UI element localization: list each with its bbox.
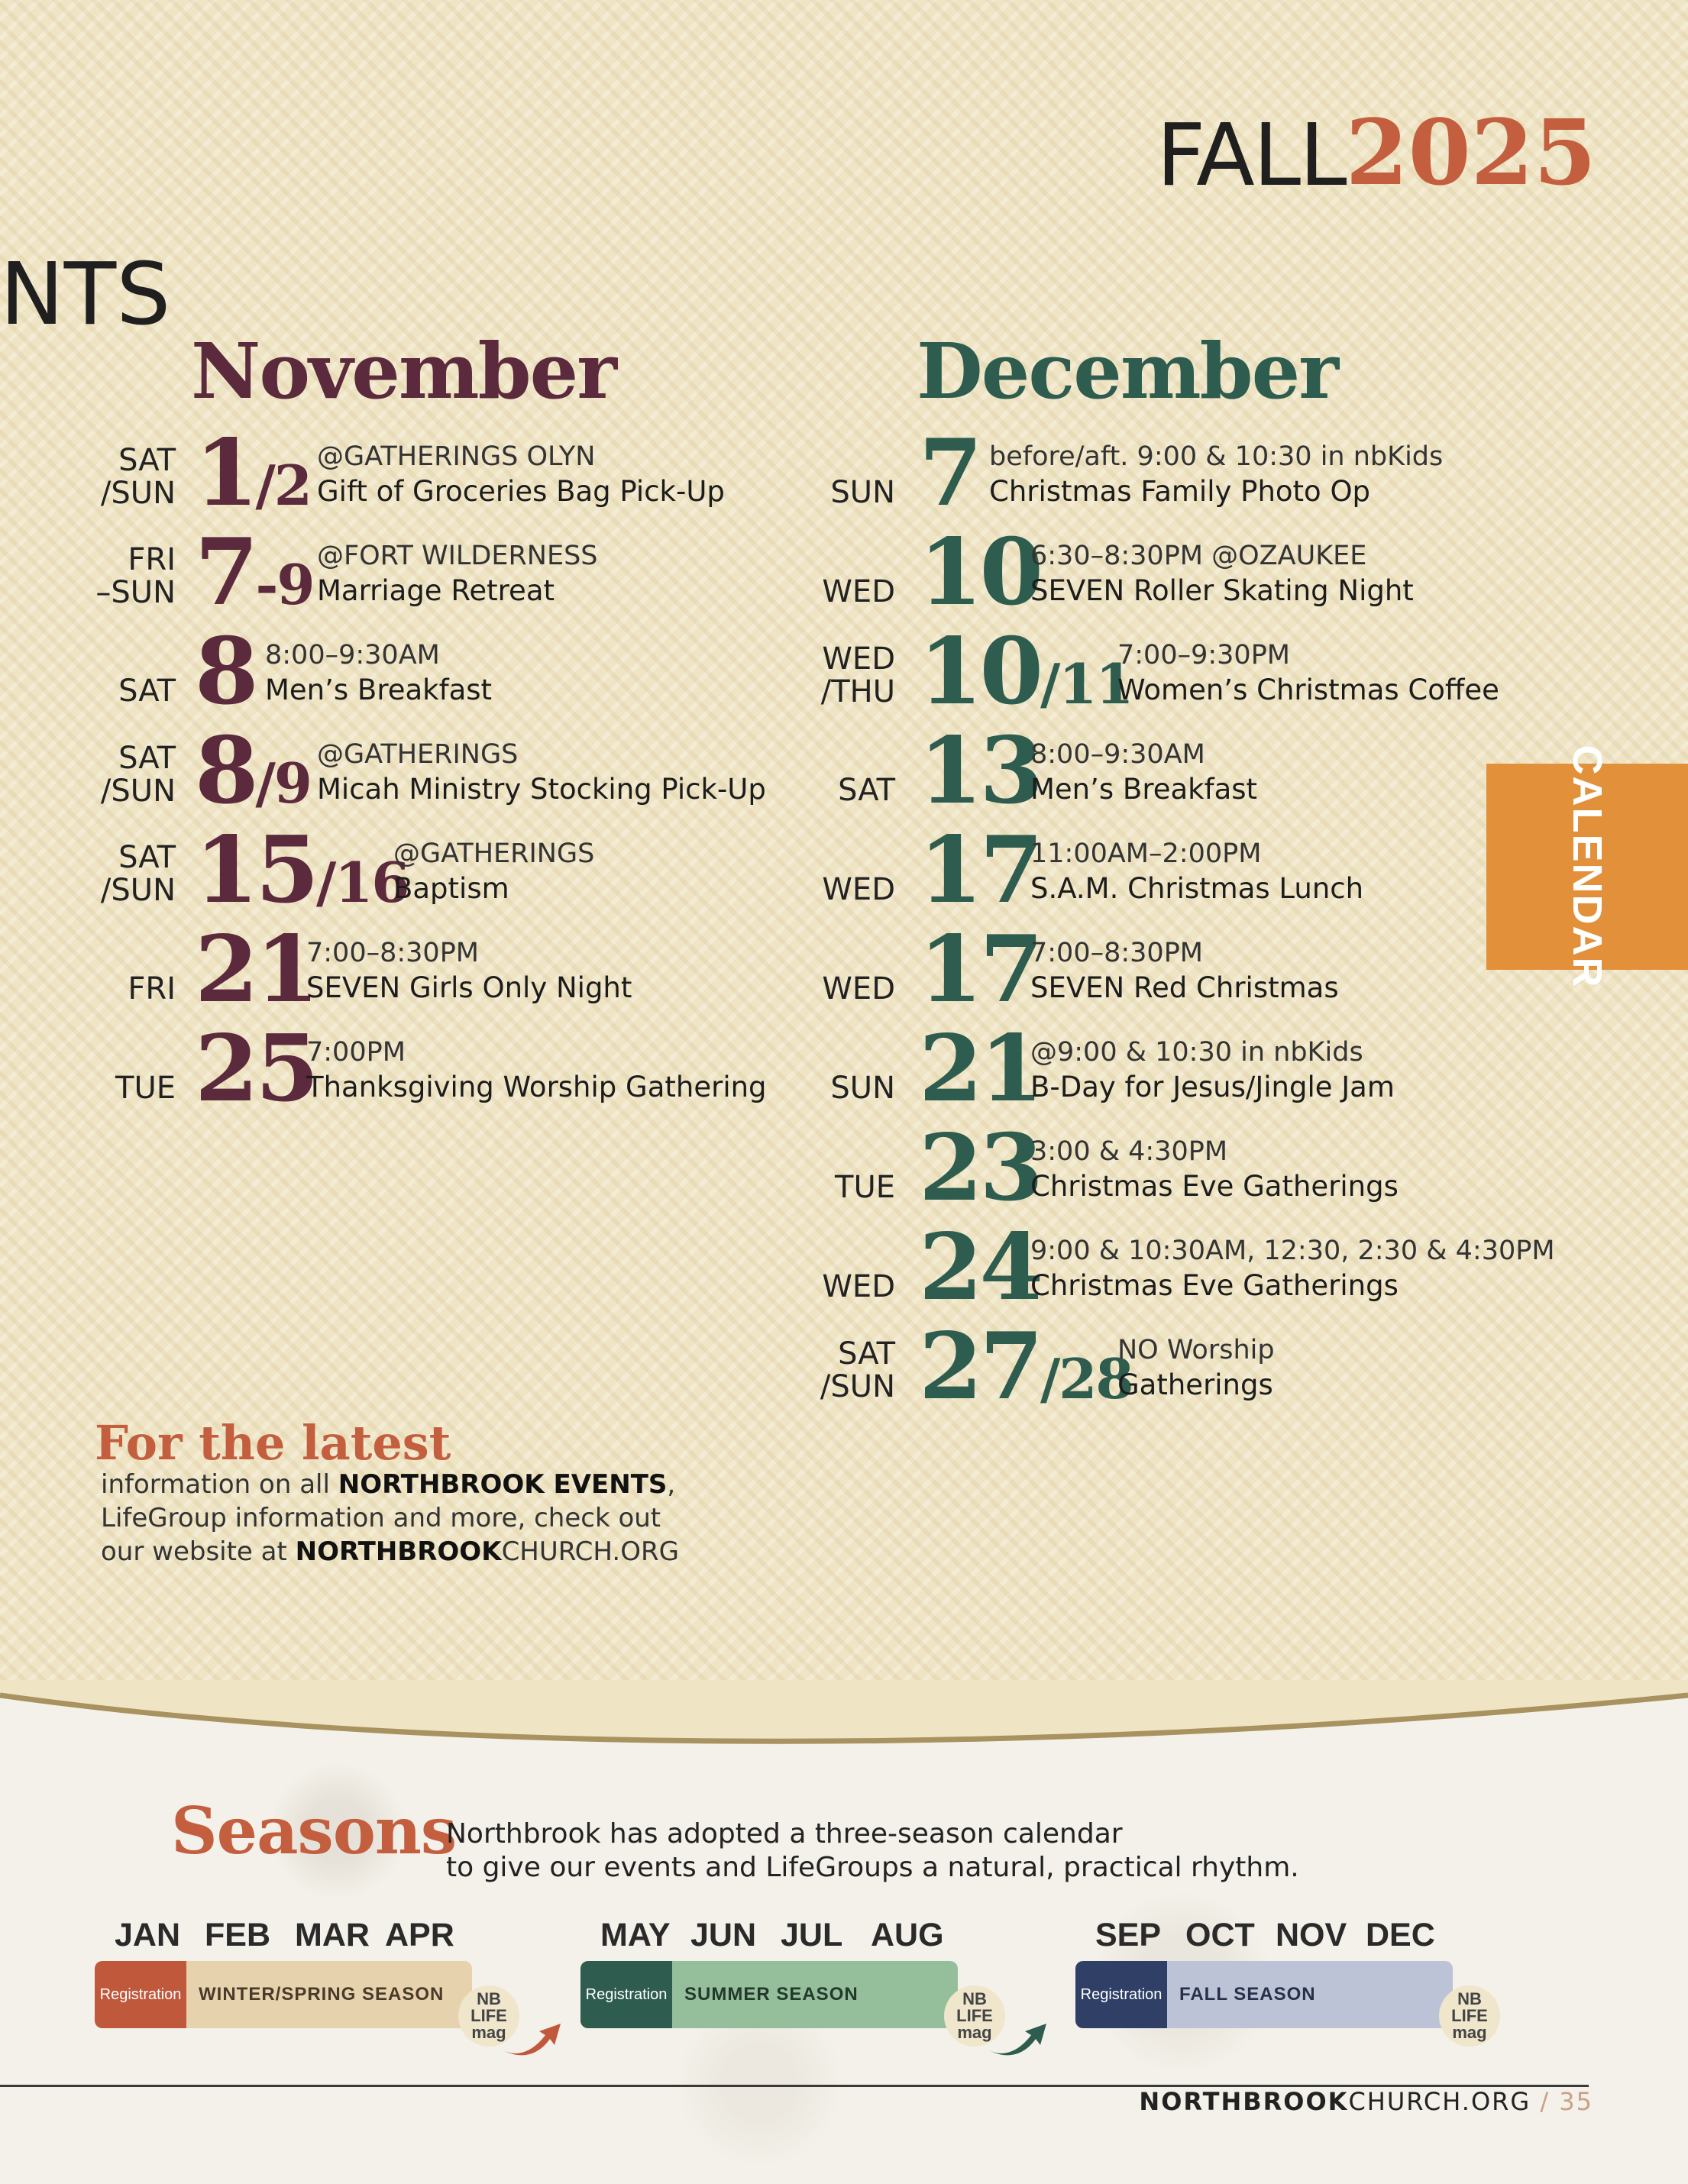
season-month-label: MAR — [295, 1917, 370, 1953]
season-month-label: DEC — [1366, 1917, 1435, 1953]
event-title: Gift of Groceries Bag Pick-Up — [317, 475, 725, 508]
event-date-number: 27/28 — [919, 1313, 1133, 1420]
event-details: 9:00 & 10:30AM, 12:30, 2:30 & 4:30PM — [1030, 1236, 1555, 1266]
event-details: @GATHERINGS OLYN — [317, 441, 596, 472]
event-details: 6:30–8:30PM @OZAUKEE — [1030, 541, 1367, 571]
event-title: Thanksgiving Worship Gathering — [306, 1071, 767, 1103]
latest-heading: For the latest — [95, 1415, 451, 1471]
season-month-label: OCT — [1185, 1917, 1255, 1953]
season-label: SUMMER SEASON — [684, 1984, 859, 2005]
website-link-rest[interactable]: CHURCH.ORG — [501, 1536, 679, 1567]
event-date-number: 24 — [919, 1213, 1040, 1321]
website-link-bold[interactable]: NORTHBROOK — [295, 1536, 502, 1567]
season-month-label: APR — [385, 1917, 454, 1953]
event-date-number: 13 — [919, 717, 1040, 825]
event-details: 8:00–9:30AM — [265, 640, 440, 670]
season-month-label: FEB — [205, 1917, 270, 1953]
event-date-number: 15/16 — [195, 816, 409, 924]
event-day: SAT /SUN — [100, 840, 176, 908]
calendar-tab-label: CALENDAR — [1564, 745, 1610, 989]
event-day: WED — [822, 574, 895, 609]
season-month-label: JUN — [690, 1917, 757, 1953]
calendar-tab[interactable] — [1486, 745, 1688, 989]
event-title: SEVEN Red Christmas — [1030, 971, 1339, 1004]
event-day: WED — [822, 1269, 895, 1304]
season-label: WINTER/SPRING SEASON — [199, 1984, 445, 2005]
event-title: Gatherings — [1117, 1368, 1273, 1401]
event-row — [0, 519, 1688, 626]
event-date-number: 7-9 — [195, 519, 314, 626]
event-details: @GATHERINGS — [317, 739, 519, 770]
event-row — [0, 1114, 1688, 1222]
latest-text-a: information on all — [101, 1469, 338, 1500]
event-day: SAT — [118, 674, 176, 709]
registration-segment: Registration — [95, 1961, 186, 2028]
season-month-label: JUL — [781, 1917, 843, 1953]
event-row — [0, 1313, 1688, 1420]
season-word: FALL — [1156, 106, 1346, 205]
event-details: 7:00PM — [306, 1037, 406, 1068]
event-day: TUE — [835, 1170, 895, 1205]
registration-segment: Registration — [580, 1961, 672, 2028]
registration-segment: Registration — [1075, 1961, 1167, 2028]
event-title: Christmas Family Photo Op — [989, 475, 1371, 508]
event-title: Micah Ministry Stocking Pick-Up — [317, 773, 766, 806]
event-details: 7:00–8:30PM — [1030, 938, 1203, 968]
mag-badge-line: mag — [957, 2023, 992, 2042]
event-day: WED /THU — [820, 641, 895, 709]
season-month-label: NOV — [1276, 1917, 1347, 1953]
latest-text-d: LifeGroup information and more, check out — [101, 1503, 661, 1533]
season-bar — [580, 1961, 958, 2028]
event-details: @9:00 & 10:30 in nbKids — [1030, 1037, 1363, 1068]
event-day: WED — [822, 872, 895, 907]
event-details: 8:00–9:30AM — [1030, 739, 1205, 770]
season-month-label: SEP — [1095, 1917, 1162, 1953]
event-title: Women’s Christmas Coffee — [1117, 674, 1499, 706]
season-month-label: MAY — [600, 1917, 671, 1953]
wave-divider — [0, 1680, 1688, 1787]
mag-badge-line: NB — [962, 1989, 987, 2008]
event-day: SAT — [838, 773, 895, 808]
event-day: SAT /SUN — [100, 443, 176, 511]
event-date-number: 17 — [919, 916, 1040, 1023]
season-title — [1156, 99, 1596, 205]
seasons-line-2: to give our events and LifeGroups a natural, practical rhythm. — [446, 1852, 1299, 1883]
latest-events-emphasis: NORTHBROOK EVENTS — [338, 1469, 668, 1500]
footer-separator: / — [1531, 2087, 1560, 2116]
footer — [1139, 2087, 1593, 2116]
event-day: SAT /SUN — [100, 741, 176, 809]
event-date-number: 21 — [919, 1015, 1040, 1123]
season-bar — [1075, 1961, 1453, 2028]
footer-site-rest: CHURCH.ORG — [1348, 2087, 1531, 2116]
season-label: FALL SEASON — [1179, 1984, 1316, 2005]
event-title: B-Day for Jesus/Jingle Jam — [1030, 1071, 1395, 1103]
event-date-number: 25 — [195, 1015, 316, 1123]
mag-badge-line: NB — [477, 1989, 501, 2008]
footer-site-bold: NORTHBROOK — [1139, 2087, 1349, 2116]
event-title: Marriage Retreat — [317, 574, 555, 607]
season-month-label: JAN — [115, 1917, 181, 1953]
page-number: 35 — [1559, 2087, 1593, 2116]
december-heading: December — [917, 326, 1337, 416]
event-title: S.A.M. Christmas Lunch — [1030, 872, 1364, 905]
event-date-number: 17 — [919, 816, 1040, 924]
event-details: 7:00–9:30PM — [1117, 640, 1290, 670]
november-heading: November — [191, 326, 616, 416]
event-date-number: 21 — [195, 916, 316, 1023]
event-row — [0, 717, 1688, 825]
mag-badge-line: LIFE — [1451, 2006, 1488, 2025]
mag-badge-line: mag — [1452, 2023, 1487, 2042]
event-day: FRI –SUN — [95, 542, 176, 610]
event-date-number: 10 — [919, 519, 1040, 626]
event-title: Men’s Breakfast — [1030, 773, 1258, 806]
latest-text-c: , — [667, 1469, 676, 1500]
latest-text — [101, 1468, 712, 1569]
event-day: SUN — [830, 1071, 895, 1106]
event-details: 7:00–8:30PM — [306, 938, 479, 968]
event-title: Christmas Eve Gatherings — [1030, 1170, 1399, 1203]
event-title: Baptism — [393, 872, 509, 905]
event-day: WED — [822, 971, 895, 1006]
seasons-heading: Seasons — [171, 1793, 457, 1869]
event-date-number: 23 — [919, 1114, 1040, 1222]
cut-heading: NTS — [0, 245, 171, 344]
event-date-number: 8 — [195, 618, 256, 725]
event-row — [0, 419, 1688, 527]
event-details: 3:00 & 4:30PM — [1030, 1136, 1228, 1167]
event-row — [0, 816, 1688, 924]
event-day: SAT /SUN — [820, 1336, 895, 1404]
event-date-number: 1/2 — [195, 419, 311, 527]
mag-badge-line: LIFE — [471, 2006, 507, 2025]
season-bar — [95, 1961, 472, 2028]
event-day: TUE — [115, 1071, 176, 1106]
next-season-arrow-icon — [500, 2016, 568, 2062]
event-row — [0, 1213, 1688, 1321]
event-row — [0, 618, 1688, 725]
event-date-number: 8/9 — [195, 717, 311, 825]
latest-text-e: our website at — [101, 1536, 296, 1567]
event-title: Christmas Eve Gatherings — [1030, 1269, 1399, 1302]
event-day: SUN — [830, 475, 895, 510]
event-row — [0, 916, 1688, 1023]
event-details: 11:00AM–2:00PM — [1030, 838, 1262, 869]
event-title: SEVEN Girls Only Night — [306, 971, 632, 1004]
season-year: 2025 — [1345, 99, 1596, 205]
seasons-line-1: Northbrook has adopted a three-season calendar — [446, 1818, 1123, 1850]
event-details: @GATHERINGS — [393, 838, 595, 869]
event-row — [0, 1015, 1688, 1123]
season-month-label: AUG — [871, 1917, 944, 1953]
mag-badge-line: LIFE — [956, 2006, 993, 2025]
nb-life-mag-badge — [1439, 1985, 1500, 2047]
next-season-arrow-icon — [985, 2016, 1054, 2062]
event-title: Men’s Breakfast — [265, 674, 493, 706]
mag-badge-line: NB — [1457, 1989, 1482, 2008]
event-details: before/aft. 9:00 & 10:30 in nbKids — [989, 441, 1444, 472]
event-details: @FORT WILDERNESS — [317, 541, 598, 571]
event-details: NO Worship — [1117, 1335, 1275, 1365]
event-title: SEVEN Roller Skating Night — [1030, 574, 1414, 607]
mag-badge-line: mag — [471, 2023, 506, 2042]
seasons-description — [446, 1817, 1299, 1885]
event-date-number: 10/11 — [919, 618, 1133, 725]
event-day: FRI — [128, 971, 176, 1006]
event-date-number: 7 — [919, 419, 980, 527]
